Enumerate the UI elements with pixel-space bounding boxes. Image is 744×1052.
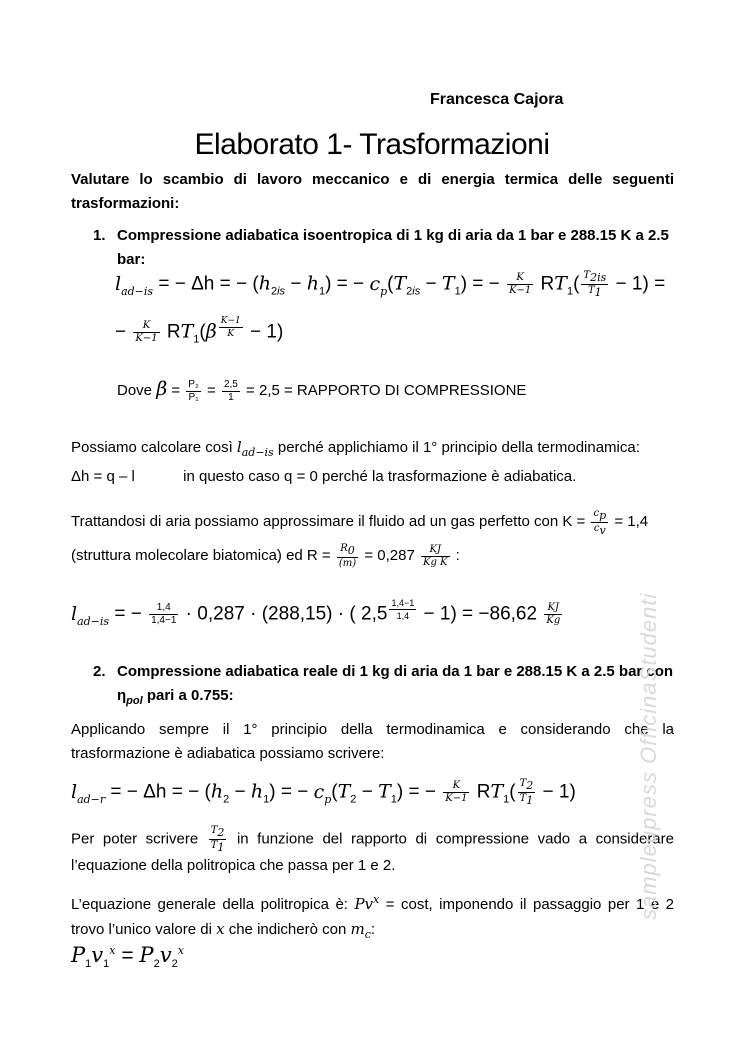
item-2-number: 2. — [93, 663, 106, 680]
item-2-heading: 2. Compressione adiabatica reale di 1 kg di aria da 1 bar e 288.15 K a 2.5 bar con $\eta_{pol}$ pari a 0.755: — [117, 660, 674, 713]
paragraph-polytropic-equation: L’equazione generale della politropica è: Pv$^x$ = cost, imponendo il passaggio per 1 e 2 trovo l’unico valore di x che indicherò con $m_c$: — [71, 893, 675, 941]
paragraph-applying-principle: Applicando sempre il 1° principio della termodinamica e considerando che la trasformazione è adiabatica possiamo scrivere: — [71, 721, 674, 762]
item-1-heading — [93, 224, 674, 272]
intro-paragraph: Valutare lo scambio di lavoro meccanico e di energia termica delle seguenti trasformazioni: — [71, 171, 674, 212]
paragraph-first-principle: Possiamo calcolare così $l_{ad-is}$ perché applichiamo il 1° principio della termodinamica: Δh = q – l in questo caso q = 0 perché la trasformazione è adiabatica. — [71, 438, 640, 485]
beta-definition: Dove β = $\frac{\text{P₂}}{\text{P₁}}$ = $\frac{2,5}{1}$ = 2,5 = RAPPORTO DI COMPRESSIONE — [117, 378, 527, 403]
formula-l-ad-is-line2: − $\frac{K}{K-1}$ $RT_1(\beta$ $^{\frac{K-1}{K}}$ − 1) — [115, 316, 284, 346]
author-name: Francesca Cajora — [430, 91, 564, 108]
formula-polytropic: $P_1v_1^x = P_2v_2^x$ — [71, 943, 184, 971]
item-1-number: 1. — [93, 227, 106, 244]
document-title: Elaborato 1- Trasformazioni — [194, 128, 550, 161]
paragraph-perfect-gas: Trattandosi di aria possiamo approssimare il fluido ad un gas perfetto con K = $\frac{c_p}{c_v}$ = 1,4 (struttura molecolare biatomica) ed R = $\frac{R_0}{(m)}$ = 0,287 $\frac{KJ}{\text{Kg K}}$ : — [71, 507, 649, 569]
paragraph-polytropic-intro: Per poter scrivere $\frac{T_2}{T_1}$ in funzione del rapporto di compressione vado a considerare l’equazione della politropica che passa per 1 e 2. — [71, 825, 674, 874]
item-1-text: Compressione adiabatica isoentropica di 1 kg di aria da 1 bar e 288.15 K a 2.5 bar: — [117, 227, 669, 268]
formula-l-ad-r: $l_{ad-r}$ = − Δh = − $(h_2 - h_1)$ = − $c_p(T_2 - T_1)$ = − $\frac{K}{K-1}$ $RT_1$( $\frac{T_2}{T_1}$ − 1) — [71, 778, 576, 807]
watermark: sampleupress OfficinaStudenti — [636, 592, 661, 920]
formula-numeric-result: $l_{ad-is}$ = − $\frac{1,4}{1,4-1}$ · 0,287 · (288,15) · ( 2,5 $^{\frac{1,4-1}{1,4}}$ − 1) = −86,62 $\frac{KJ}{Kg}$ — [71, 598, 561, 628]
formula-l-ad-is: $l_{ad-is}$ = − Δh = − $(h_{2is} - h_1)$ = − $c_p(T_{2is} - T_1)$ = − $\frac{K}{K-1}$ $RT_1$( $\frac{T_{2is}}{T_1}$ − 1) = — [115, 270, 666, 299]
